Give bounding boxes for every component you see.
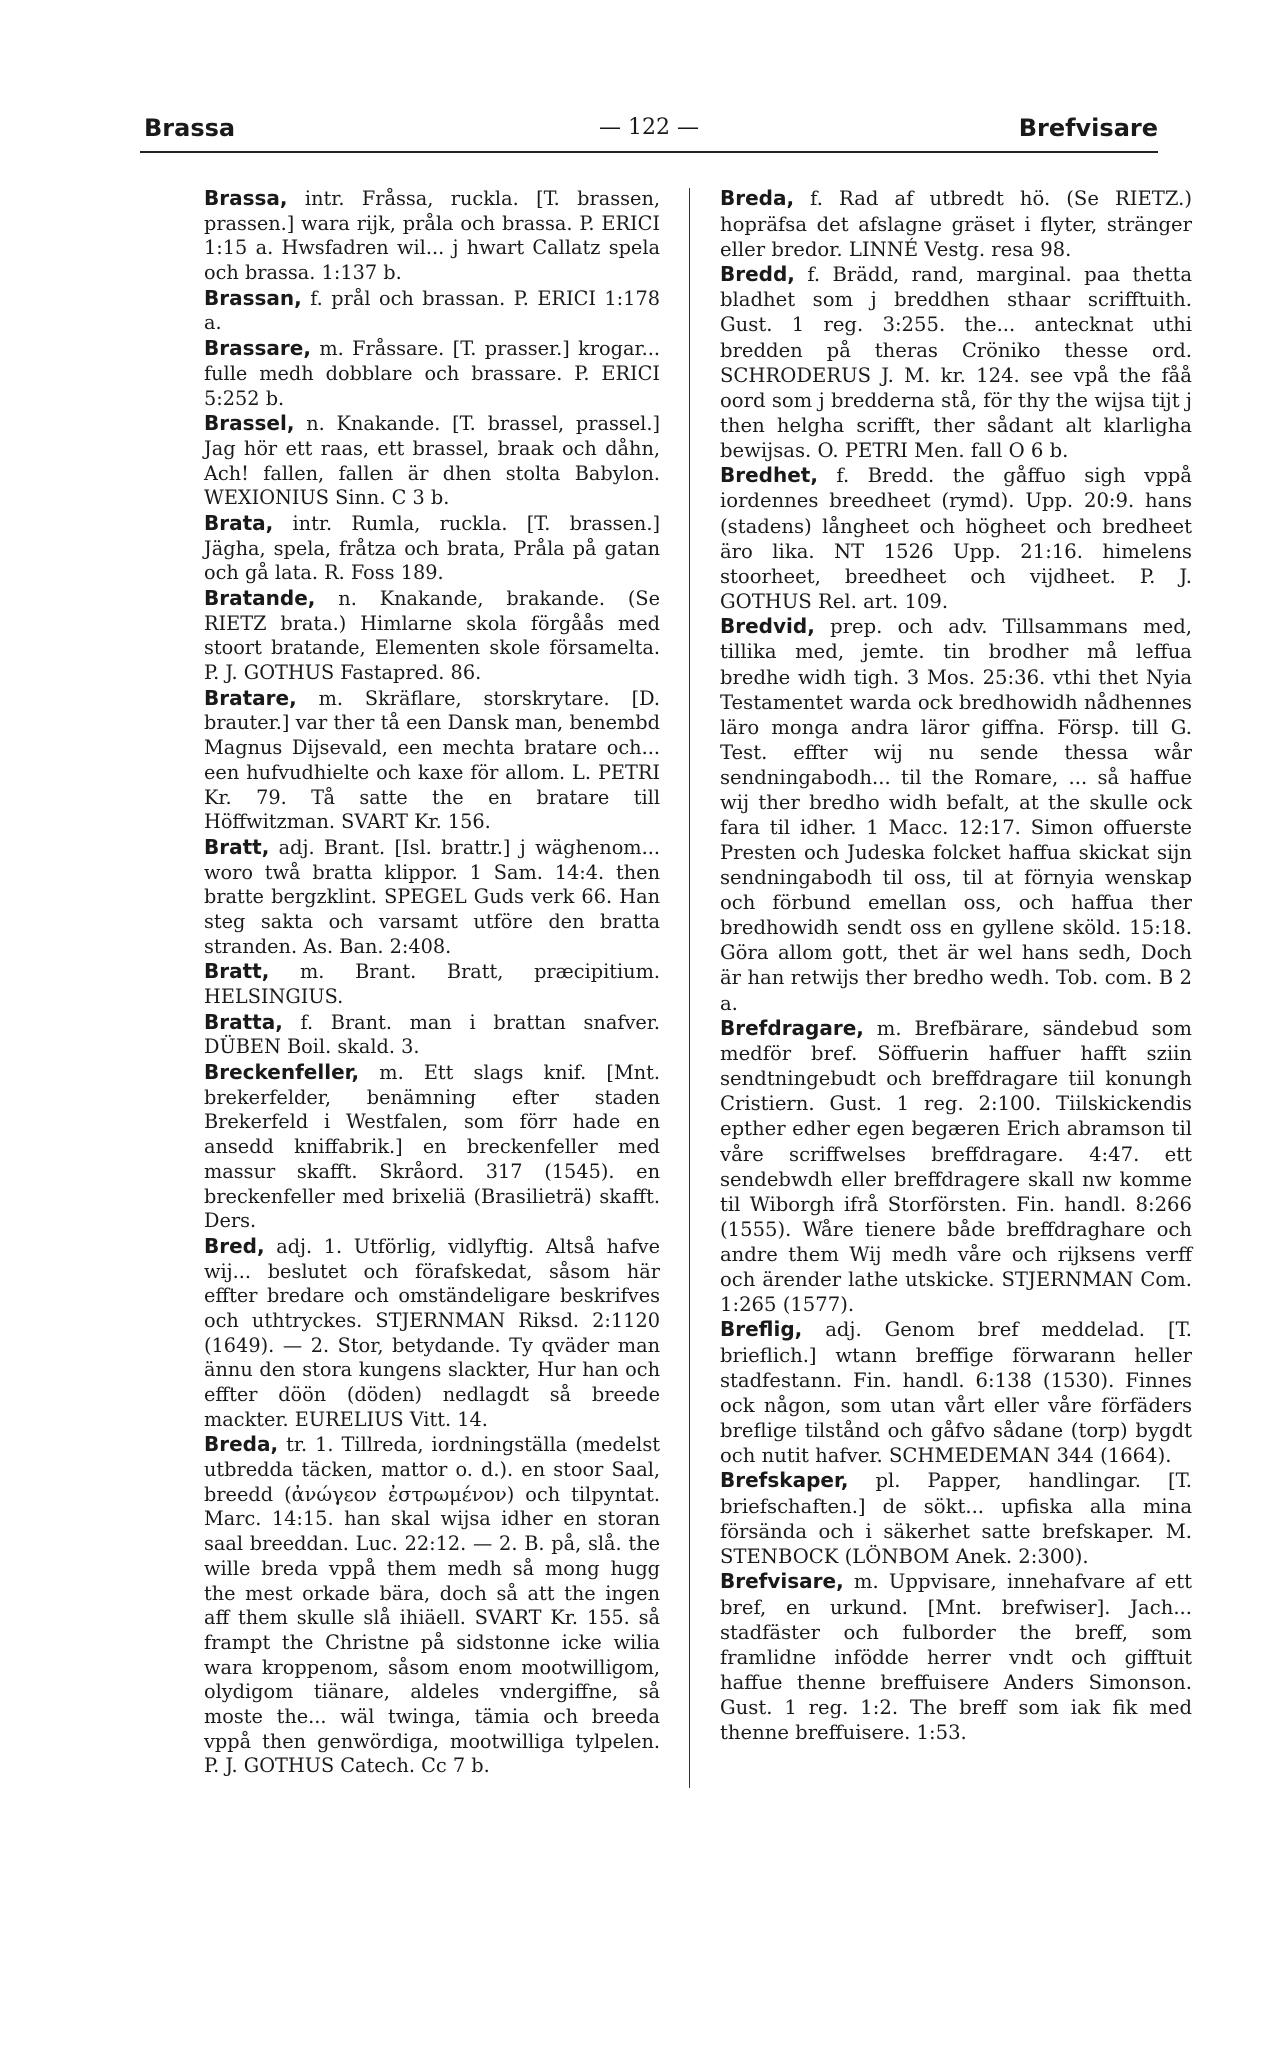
entry-headword: Brassel, <box>204 411 295 436</box>
header-left-guideword: Brassa <box>144 114 236 142</box>
page-number: — 122 — <box>599 115 699 140</box>
entry-definition: f. Brant. man i brattan snafver. DÜBEN Boil. skald. 3. <box>204 1010 660 1059</box>
entry-definition: prep. och adv. Tillsammans med, tillika med, jemte. tin brodher må leffua bredhe widh tigh. 3 Mos. 25:36. vthi thet Nyia Testamentet warda ock bredhowidh nådhennes läro monga andra läror giffna. Försp. till G. Test. effter wij nu sende thessa wår sendningabodh... til the Romare, ... så haffue wij ther bredho widh befalt, at the skulle ock fara til idher. 1 Macc. 12:17. Simon offuerste Presten och Judeska folcket haffua skickat sijn sendningabodh til oss, til at förnyia wenskap och förbund emellan oss, och haffua ther bredhowidh sendt oss en gyllene sköld. 15:18. Göra allom gott, thet är wel hans sedh, Doch är han retwijs ther bredho wedh. Tob. com. B 2 a. <box>720 614 1193 1015</box>
entry-headword: Breflig, <box>720 1317 803 1342</box>
entry-definition: n. Knakande, brakande. (Se RIETZ brata.) Himlarne skola förgåås med stoort bratande, Elementen skole församelta. P. J. GOTHUS Fastapred. 86. <box>204 587 660 685</box>
entry-definition: n. Knakande. [T. brassel, prassel.] Jag hör ett raas, ett brassel, braak och dåhn, Ach! fallen, fallen är dhen stolta Babylon. WEXIONIUS Sinn. C 3 b. <box>204 412 660 510</box>
entry-headword: Breda, <box>204 1432 279 1457</box>
dictionary-entry <box>204 411 660 511</box>
entry-headword: Brefskaper, <box>720 1468 849 1493</box>
entry-definition: tr. 1. Tillreda, iordningställa (medelst utbredda täcken, mattor o. d.). en stoor Saal, breedd (ἀνώγεον ἐστρωμένον) och tilpyntat. Marc. 14:15. han skal wijsa idher en storan saal breeddan. Luc. 22:12. — 2. B. på, slå. the wille breda vppå them medh så mong hugg the mest orkade bära, doch så att the ingen aff them skulle slå ihiäell. SVART Kr. 155. så frampt the Christne på sidstonne icke wilia wara kroppenom, såsom enom mootwilligom, olydigom tiänare, aldeles vndergiffne, så moste the... wäl twinga, tämia och breeda vppå then genwördiga, mootwilliga tylpelen. P. J. GOTHUS Catech. Cc 7 b. <box>204 1433 660 1778</box>
dictionary-entry <box>204 586 660 686</box>
entry-headword: Brefvisare, <box>720 1568 844 1593</box>
dictionary-entry <box>204 286 660 336</box>
dictionary-entry <box>204 1060 660 1234</box>
entry-definition: pl. Papper, handlingar. [T. briefschaften.] de sökt... upfiska alla mina försända och i säkerhet satte brefskaper. M. STENBOCK (LÖNBOM Anek. 2:300). <box>720 1469 1193 1568</box>
entry-definition: adj. Genom bref meddelad. [T. brieflich.] wtann breffige förwarann heller stadfestann. Fin. handl. 6:138 (1530). Finnes ock någon, som utan vårt eller våre förfäders breflige tilstånd och gåfvo sådane (torp) bygdt och nutit hafver. SCHMEDEMAN 344 (1664). <box>720 1318 1193 1467</box>
entry-headword: Breda, <box>720 186 795 210</box>
dictionary-entry <box>720 262 1192 463</box>
right-column <box>720 186 1192 1745</box>
entry-headword: Bredvid, <box>720 613 815 638</box>
dictionary-entry <box>204 186 660 286</box>
dictionary-entry <box>720 463 1192 614</box>
entry-headword: Brefdragare, <box>720 1015 864 1040</box>
entry-headword: Bratt, <box>204 834 270 859</box>
dictionary-entry <box>720 1468 1192 1569</box>
dictionary-entry <box>204 835 660 959</box>
dictionary-entry <box>204 1432 660 1779</box>
dictionary-entry <box>720 186 1192 262</box>
entry-headword: Bredhet, <box>720 462 818 487</box>
entry-definition: m. Brant. Bratt, præcipitium. HELSINGIUS. <box>204 960 660 1008</box>
entry-definition: f. Bredd. the gåffuo sigh vppå iordennes breedheet (rymd). Upp. 20:9. hans (stadens) långheet och högheet och bredheet äro lika. NT 1526 Upp. 21:16. himelens stoorheet, breedheet och vijdheet. P. J. GOTHUS Rel. art. 109. <box>720 463 1192 613</box>
dictionary-entry <box>204 959 660 1009</box>
dictionary-entry <box>204 1234 660 1433</box>
entry-definition: adj. Brant. [Isl. brattr.] j wäghenom... woro twå bratta klippor. 1 Sam. 14:4. then bratte bergzklint. SPEGEL Guds verk 66. Han steg sakta och varsamt utföre den bratta stranden. As. Ban. 2:408. <box>204 835 660 958</box>
entry-headword: Brassan, <box>204 285 302 310</box>
entry-headword: Brassare, <box>204 336 311 361</box>
entry-headword: Breckenfeller, <box>204 1060 360 1085</box>
page-header <box>140 108 1158 152</box>
entry-definition: m. Skräflare, storskrytare. [D. brauter.] var ther tå een Dansk man, benembd Magnus Dijsevald, een mechta bratare och... een hufvudhielte och kaxe för allom. L. PETRI Kr. 79. Tå satte the en bratare till Höffwitzman. SVART Kr. 156. <box>204 686 660 834</box>
entry-definition: adj. 1. Utförlig, vidlyftig. Altså hafve wij... beslutet och förafskedat, såsom här effter bredare och omständeligare beskrifves och uthtryckes. STJERNMAN Riksd. 2:1120 (1649). — 2. Stor, betydande. Ty qväder man ännu den stora kungens slackter, Hur han och effter döön (döden) nedlagdt så breede mackter. EURELIUS Vitt. 14. <box>204 1234 660 1431</box>
dictionary-entry <box>204 336 660 411</box>
entry-headword: Brata, <box>204 510 274 535</box>
entry-definition: m. Uppvisare, innehafvare af ett bref, en urkund. [Mnt. brefwiser]. Jach... stadfäster och fulborder the breff, som framlidne infödde herrer vndt och gifftuit haffue thenne breffuisere Anders Simonson. Gust. 1 reg. 1:2. The breff som iak fik med thenne breffuisere. 1:53. <box>720 1569 1192 1744</box>
entry-definition: m. Fråssare. [T. prasser.] krogar... fulle medh dobblare och brassare. P. ERICI 5:252 b. <box>204 337 660 410</box>
entry-definition: f. Rad af utbredt hö. (Se RIETZ.) hopräfsa det afslagne gräset i flyter, stränger eller bredor. LINNÉ Vestg. resa 98. <box>720 187 1192 261</box>
dictionary-entry <box>204 686 660 835</box>
dictionary-entry <box>720 1317 1192 1468</box>
dictionary-entry <box>204 511 660 586</box>
header-right-guideword: Brefvisare <box>1018 114 1158 142</box>
entry-headword: Bratta, <box>204 1009 283 1034</box>
dictionary-entry <box>720 1016 1192 1317</box>
entry-definition: intr. Rumla, ruckla. [T. brassen.] Jägha, spela, fråtza och brata, Pråla på gatan och gå lata. R. Foss 189. <box>204 511 660 585</box>
dictionary-entry <box>720 614 1192 1016</box>
entry-headword: Bratare, <box>204 685 297 710</box>
dictionary-entry <box>204 1010 660 1060</box>
entry-definition: intr. Fråssa, ruckla. [T. brassen, prassen.] wara rijk, pråla och brassa. P. ERICI 1:15 a. Hwsfadren wil... j hwart Callatz spela och brassa. 1:137 b. <box>204 187 660 285</box>
entry-headword: Bredd, <box>720 261 795 286</box>
entry-definition: m. Brefbärare, sändebud som medför bref. Söffuerin haffuer hafft sziin sendtningebudt och breffdragare tiil konungh Cristiern. Gust. 1 reg. 2:100. Tiilskickendis epther edher egen begæren Erich abramson til våre scriffwelses breffdragare. 4:47. ett sendebwdh eller breffdragere skall nw komme til Wiborgh ifrå Storförsten. Fin. handl. 8:266 (1555). Wåre tienere både breffdraghare och andre them Wij medh våre och rijksens verff och ärender lathe utskicke. STJERNMAN Com. 1:265 (1577). <box>720 1016 1192 1317</box>
entry-definition: f. prål och brassan. P. ERICI 1:178 a. <box>204 286 660 335</box>
entry-definition: f. Brädd, rand, marginal. paa thetta bladhet som j breddhen sthaar scrifftuith. Gust. 1 reg. 3:255. the... antecknat uthi bredden på theras Cröniko thesse ord. SCHRODERUS J. M. kr. 124. see vpå the fåå oord som j bredderna stå, för thy the wijsa tijt j then helgha scrifft, ther sådant alt klarligha bewijsas. O. PETRI Men. fall O 6 b. <box>720 262 1193 462</box>
entry-headword: Brassa, <box>204 186 288 210</box>
left-column <box>204 186 660 1779</box>
entry-definition: m. Ett slags knif. [Mnt. brekerfelder, benämning efter staden Brekerfeld i Westfalen, som förr hade en ansedd kniffabrik.] en breckenfeller med massur skafft. Skråord. 317 (1545). en breckenfeller med brixeliä (Brasilieträ) skafft. Ders. <box>204 1061 660 1233</box>
entry-headword: Bred, <box>204 1233 265 1258</box>
column-divider <box>689 188 690 1788</box>
entry-headword: Bratande, <box>204 586 316 610</box>
dictionary-entry <box>720 1569 1192 1745</box>
entry-headword: Bratt, <box>204 959 270 984</box>
header-rule <box>140 151 1158 153</box>
